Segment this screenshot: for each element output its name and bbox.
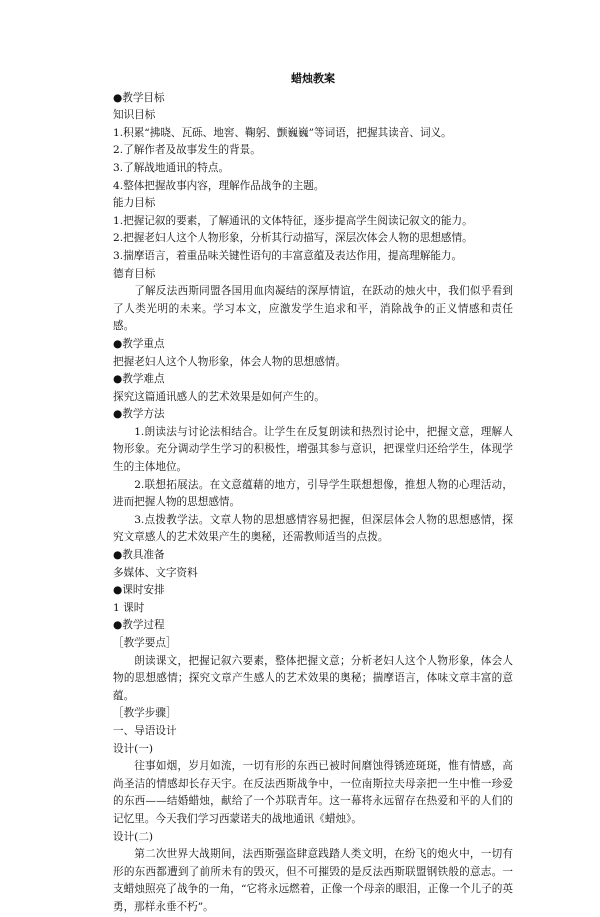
text-line: 多媒体、文字资料 bbox=[113, 566, 198, 579]
text-line: ●教学目标 bbox=[113, 91, 165, 104]
text-line: ●教学方法 bbox=[113, 408, 165, 421]
text-line: 设计(一) bbox=[113, 742, 154, 755]
text-line: 1.积累“拂晓、瓦砾、地窖、鞠躬、颤巍巍”等词语，把握其读音、词义。 bbox=[113, 126, 452, 139]
text-line: 3.了解战地通讯的特点。 bbox=[113, 161, 230, 174]
text-line: 探究这篇通讯感人的艺术效果是如何产生的。 bbox=[113, 390, 325, 403]
text-line: 4.整体把握故事内容，理解作品战争的主题。 bbox=[113, 179, 325, 192]
text-line: 1.把握记叙的要素，了解通讯的文体特征，逐步提高学生阅读记叙文的能力。 bbox=[113, 214, 473, 227]
paragraph: 了解反法西斯同盟各国用血肉凝结的深厚情谊，在跃动的烛火中，我们似乎看到了人类光明的未来。学习本文，应激发学生追求和平，消除战争的正义情感和责任感。 bbox=[113, 285, 513, 333]
text-line: 设计(二) bbox=[113, 830, 154, 843]
text-line: 一、导语设计 bbox=[113, 724, 177, 737]
text-line: ［教学步骤］ bbox=[113, 707, 177, 720]
paragraph: 朗读课文，把握记叙六要素，整体把握文意；分析老妇人这个人物形象，体会人物的思想感情；探究文章产生感人的艺术效果的奥秘；揣摩语言，体味文章丰富的意蕴。 bbox=[113, 654, 513, 702]
text-line: 把握老妇人这个人物形象，体会人物的思想感情。 bbox=[113, 355, 347, 368]
text-line: ●教学过程 bbox=[113, 619, 165, 632]
text-line: ［教学要点］ bbox=[113, 637, 177, 649]
text-line: ●教学重点 bbox=[113, 337, 165, 350]
paragraph: 第二次世界大战期间，法西斯强盗肆意践踏人类文明，在纷飞的炮火中，一切有形的东西都遭到了前所未有的毁灭，但不可摧毁的是反法西斯联盟钢铁般的意志。一支蜡烛照亮了战争的一角，“它将永远燃着，正像一个母亲的眼泪，正像一个儿子的英勇，那样永垂不朽”。 bbox=[113, 848, 513, 913]
text-line: 能力目标 bbox=[113, 197, 156, 210]
paragraph: 2.联想拓展法。在文意蕴藉的地方，引导学生联想想像，推想人物的心理活动，进而把握人物的思想感情。 bbox=[113, 478, 513, 509]
text-line: 德育目标 bbox=[113, 267, 156, 280]
text-line: 2.把握老妇人这个人物形象，分析其行动描写，深层次体会人物的思想感情。 bbox=[113, 232, 473, 245]
paragraph: 3.点拨教学法。文章人物的思想感情容易把握，但深层体会人物的思想感情，探究文章感人的艺术效果产生的奥秘，还需教师适当的点拨。 bbox=[113, 513, 513, 544]
text-line: 3.揣摩语言，着重品味关键性语句的丰富意蕴及表达作用，提高理解能力。 bbox=[113, 249, 463, 262]
document-title: 蜡烛教案 bbox=[291, 72, 335, 85]
text-line: 知识目标 bbox=[113, 109, 156, 122]
text-line: ●教学难点 bbox=[113, 373, 165, 386]
document-body bbox=[113, 70, 513, 917]
text-line: 1 课时 bbox=[113, 601, 145, 614]
text-line: ●教具准备 bbox=[113, 549, 165, 562]
paragraph: 1.朗读法与讨论法相结合。让学生在反复朗读和热烈讨论中，把握文意，理解人物形象。充分调动学生学习的积极性，增强其参与意识，把课堂归还给学生，体现学生的主体地位。 bbox=[113, 425, 513, 474]
text-line: 2.了解作者及故事发生的背景。 bbox=[113, 144, 261, 157]
paragraph: 往事如烟，岁月如流，一切有形的东西已被时间磨蚀得锈迹斑斑，惟有情感，高尚圣洁的情感却长存天宇。在反法西斯战争中，一位南斯拉夫母亲把一生中惟一珍爱的东西——结婚蜡烛，献给了一个苏联青年。这一幕将永远留存在热爱和平的人们的记忆里。今天我们学习西蒙诺夫的战地通讯《蜡烛》。 bbox=[113, 760, 513, 825]
text-line: ●课时安排 bbox=[113, 584, 165, 597]
